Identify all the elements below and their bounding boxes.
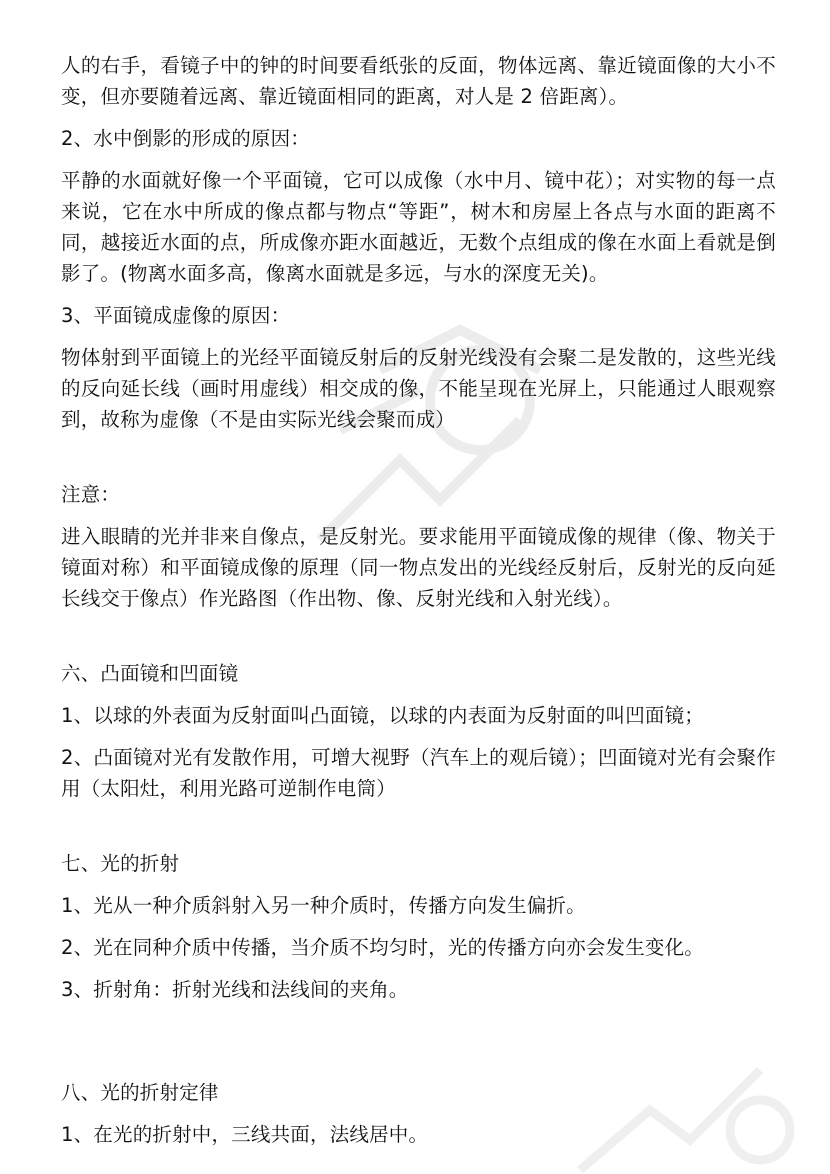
item-convex-concave-effects: 2、凸面镜对光有发散作用，可增大视野（汽车上的观后镜）；凹面镜对光有会聚作用（太阳灶，利用光路可逆制作电筒） <box>61 746 776 800</box>
paragraph-mirror-reversal: 人的右手，看镜子中的钟的时间要看纸张的反面，物体远离、靠近镜面像的大小不变，但亦要随着远离、靠近镜面相同的距离，对人是 2 倍距离）。 <box>61 54 776 108</box>
section-heading-convex-concave: 六、凸面镜和凹面镜 <box>61 662 239 685</box>
paragraph-water-reflection: 平静的水面就好像一个平面镜，它可以成像（水中月、镜中花）；对实物的每一点来说，它在水中所成的像点都与物点“等距”，树木和房屋上各点与水面的距离不同，越接近水面的点，所成像亦距水面越近，无数个点组成的像在水面上看就是倒影了。(物离水面多高，像离水面就是多远，与水的深度无关)。 <box>61 169 776 285</box>
paragraph-note: 进入眼睛的光并非来自像点，是反射光。要求能用平面镜成像的规律（像、物关于镜面对称）和平面镜成像的原理（同一物点发出的光线经反射后，反射光的反向延长线交于像点）作光路图（作出物、像、反射光线和入射光线）。 <box>61 525 776 610</box>
item-virtual-image-heading: 3、平面镜成虚像的原因： <box>61 304 291 327</box>
note-heading: 注意： <box>61 483 121 506</box>
item-reflection-cause-heading: 2、水中倒影的形成的原因： <box>61 127 311 150</box>
item-convex-concave-definition: 1、以球的外表面为反射面叫凸面镜，以球的内表面为反射面的叫凹面镜； <box>61 704 705 727</box>
item-refraction-1: 1、光从一种介质斜射入另一种介质时，传播方向发生偏折。 <box>61 894 586 917</box>
section-heading-refraction-law: 八、光的折射定律 <box>61 1081 219 1104</box>
item-refraction-2: 2、光在同种介质中传播，当介质不均匀时，光的传播方向亦会发生变化。 <box>61 936 705 959</box>
section-heading-refraction: 七、光的折射 <box>61 852 180 875</box>
paragraph-virtual-image: 物体射到平面镜上的光经平面镜反射后的反射光线没有会聚二是发散的，这些光线的反向延长线（画时用虚线）相交成的像，不能呈现在光屏上，只能通过人眼观察到，故称为虚像（不是由实际光线会聚而成） <box>61 346 776 431</box>
document-content <box>61 50 776 1150</box>
item-refraction-3: 3、折射角：折射光线和法线间的夹角。 <box>61 978 409 1001</box>
item-refraction-law-1: 1、在光的折射中，三线共面，法线居中。 <box>61 1123 429 1146</box>
